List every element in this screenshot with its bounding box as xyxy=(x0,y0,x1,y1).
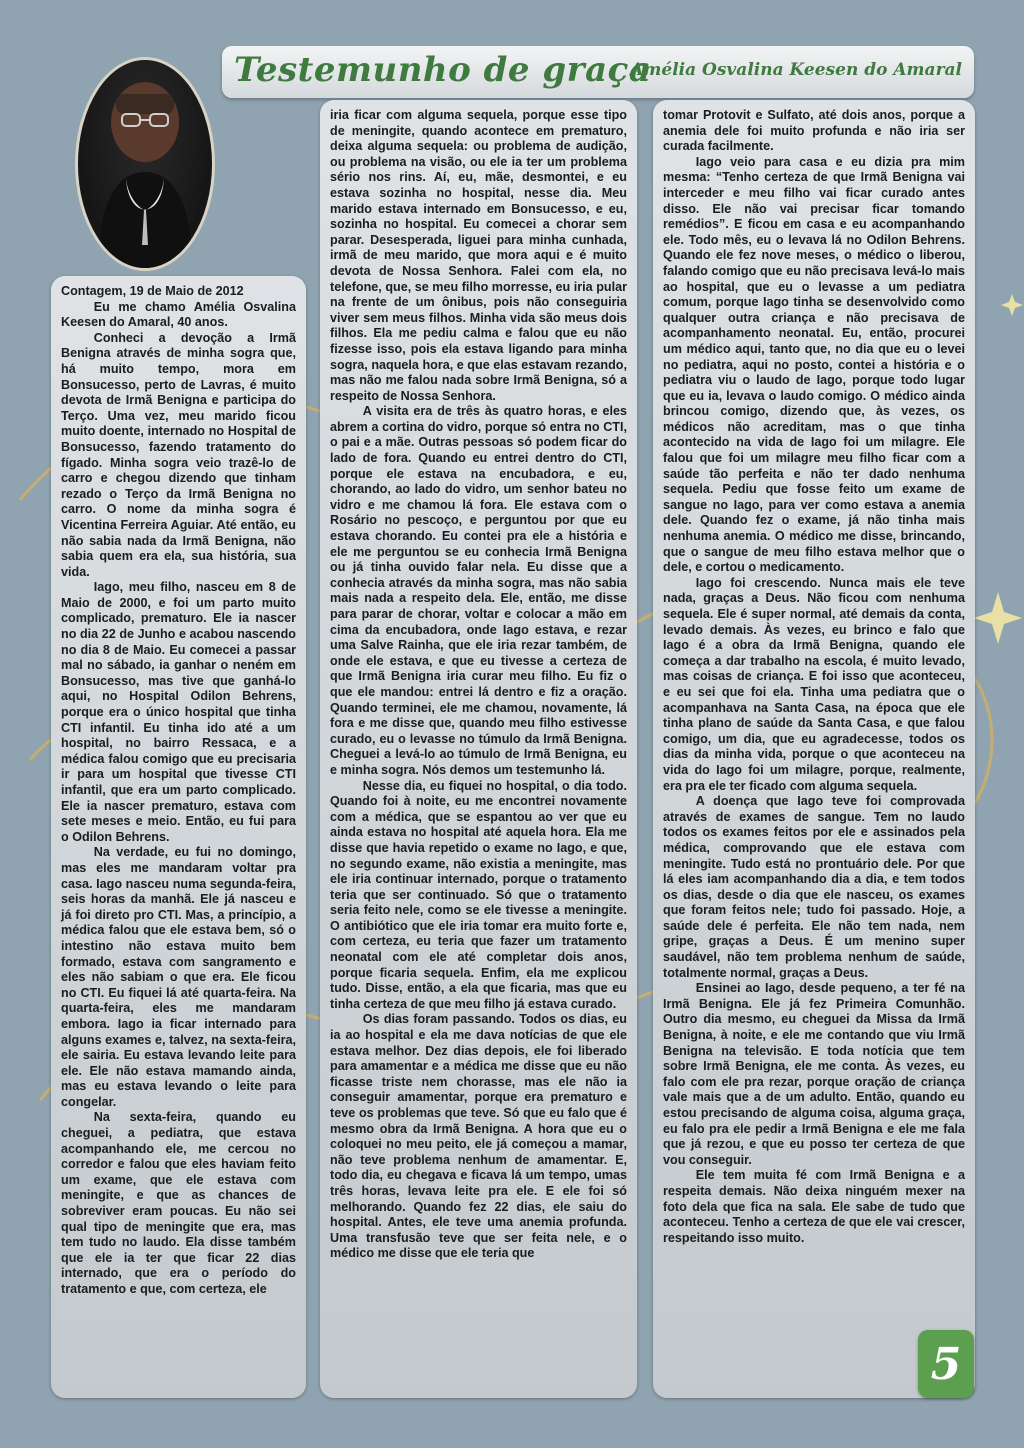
paragraph: A doença que Iago teve foi comprovada através de exames de sangue. Tem no laudo todos os exames feitos por ele e assinados pela médica, comprovando que ele estava com meningite. Tudo está no prontuário dele. Por que lá eles iam acompanhando dia a dia, e tem todos os dias, desde o dia que ele nasceu, os exames que foram feitos nele; tudo foi passado. Hoje, a saúde dele é perfeita. Ele não tem nada, nem gripe, graças a Deus. É um menino super saudável, não tem problema nenhum de saúde, totalmente normal, graças a Deus. xyxy=(663,794,965,980)
text-column-3 xyxy=(653,100,975,1398)
paragraph: Na verdade, eu fui no domingo, mas eles me mandaram voltar pra casa. Iago nasceu numa segunda-feira, seis horas da manhã. Ele já nasceu e já foi direto pro CTI. Mas, a princípio, a médica falou que ele estava bem, só o intestino não estava muito bem formado, estava com sangramento e eles não sabiam o que era. Ele ficou no CTI. Eu fiquei lá até quarta-feira. Na quarta-feira, eles me mandaram embora. Iago ia ficar internado para alguns exames e, talvez, na sexta-feira, ele sairia. Eu estava levando leite para ele. Ele não estava mamando ainda, mas eu estava levando o leite para congelar. xyxy=(61,845,296,1109)
paragraph: iria ficar com alguma sequela, porque esse tipo de meningite, quando acontece em prematuro, deixa alguma sequela: ou problema de audição, ou problema na visão, ou ele ia ter um problema sério nos rins. Aí, eu, mãe, desmontei, e eu estava sozinha no hospital, nesse dia. Meu marido estava internado em Bonsucesso, e eu, sozinha no hospital. Eu comecei a chorar sem parar. Desesperada, liguei para minha cunhada, irmã de meu marido, que mora aqui e é muito devota de Nossa Senhora. Falei com ela, no telefone, que, se meu filho morresse, eu iria pular na frente de um ônibus, pois não conseguiria viver sem meus filhos. Minha vida são meus dois filhos. Ela me pediu calma e falou que eu não fizesse isso, pois ela estava ligando para minha sogra, naquela hora, e que elas estavam rezando, mas não me falou nada sobre Irmã Benigna, só a respeito de Nossa Senhora. xyxy=(330,108,627,403)
text-column-1 xyxy=(51,276,306,1398)
star-icon-small xyxy=(1001,294,1023,316)
article-title: Testemunho de graça xyxy=(234,50,652,90)
paragraph: tomar Protovit e Sulfato, até dois anos, porque a anemia dele foi muito profunda e não iria ser curada facilmente. xyxy=(663,108,965,154)
paragraph: Iago veio para casa e eu dizia pra mim mesma: “Tenho certeza de que Irmã Benigna vai interceder e meu filho vai ficar curado antes disso. Ele não vai precisar ficar tomando remédios”. E ficou em casa e eu acompanhando ele. Todo mês, eu o levava lá no Odilon Behrens. Quando ele fez nove meses, o médico o liberou, falando comigo que eu não precisava levá-lo mais ao hospital, que eu o levasse a um pediatra comum, porque Iago tinha se desenvolvido como qualquer outra criança e não precisava de acompanhamento neonatal. Eu, então, procurei um médico aqui, tanto que, no dia que eu o levei no pediatra, aqui no posto, contei a história e o pediatra viu o laudo de Iago, porque todo lugar que eu ia, levava o laudo comigo. O médico ainda brincou comigo, dizendo que, às vezes, os médicos não acreditam, mas o que tinha acontecido na vida de Iago foi um milagre. Ele falou que foi um milagre meu filho ficar com a saúde tão perfeita e não ter dado nenhuma sequela. Pediu que fosse feito um exame de sangue no Iago, para ver como estava a anemia dele. Quando fez o exame, já não tinha mais nenhuma anemia. O médico me disse, brincando, que o sangue de meu filho estava melhor que o dele, e cortou o medicamento. xyxy=(663,154,965,575)
paragraph: Conheci a devoção a Irmã Benigna através de minha sogra que, há muito tempo, mora em Bonsucesso, perto de Lavras, é muito devota de Irmã Benigna e participa do Terço. Uma vez, meu marido ficou muito doente, internado no Hospital de Bonsucesso, fazendo tratamento do fígado. Minha sogra veio trazê-lo de carro e chegou dizendo que tinham rezado o Terço da Irmã Benigna no carro. O nome da minha sogra é Vicentina Ferreira Aguiar. Até então, eu não sabia nada da Irmã Benigna, não sabia quem era ela, sua história, sua vida. xyxy=(61,330,296,579)
star-icon xyxy=(974,592,1022,644)
paragraph: Os dias foram passando. Todos os dias, eu ia ao hospital e ela me dava notícias de que ele estava melhor. Dez dias depois, ele foi liberado para amamentar e a médica me disse que eu não ficasse triste nem chorasse, mas ele não ia conseguir amamentar, porque era prematuro e teve os problemas que teve. Só que eu falo que é mesmo obra da Irmã Benigna. A hora que eu o coloquei no meu peito, ele já começou a mamar, não teve problema nenhum de amamentar. E, todo dia, eu chegava e ficava lá um tempo, umas três horas, levava leite pra ele. E ele foi só melhorando. Quando fez 22 dias, ele saiu do hospital. Antes, ele teve uma anemia profunda. Uma transfusão teve que ser feita nele, e o médico me disse que ele teria que xyxy=(330,1012,627,1261)
paragraph: Iago, meu filho, nasceu em 8 de Maio de 2000, e foi um parto muito complicado, prematuro. Ele ia nascer no dia 22 de Junho e acabou nascendo no dia 8 de Maio. Eu comecei a passar mal no sábado, ia ganhar o neném em Bonsucesso, mas tive que ganhá-lo aqui, no Hospital Odilon Behrens, porque era o único hospital que tinha CTI infantil. Eu tinha ido até a um hospital, no bairro Ressaca, e a médica falou comigo que eu precisaria ir para um hospital que tivesse CTI infantil, que era um parto complicado. Ele ia nascer prematuro, estava com sete meses e meio. Então, eu fui para o Odilon Behrens. xyxy=(61,580,296,844)
text-column-2 xyxy=(320,100,637,1398)
header-bar xyxy=(222,46,974,98)
paragraph: Eu me chamo Amélia Osvalina Keesen do Amaral, 40 anos. xyxy=(61,299,296,330)
paragraph: Nesse dia, eu fiquei no hospital, o dia todo. Quando foi à noite, eu me encontrei novamente com a médica, que se espantou ao ver que eu ainda estava no hospital até aquela hora. Ela me disse que havia repetido o exame no Iago, e que, no segundo exame, não existia a meningite, mas ele iria continuar internado, porque o tratamento teria que ser continuado. Só que o tratamento seria feito nele, como se ele tivesse a meningite. O antibiótico que ele iria tomar era muito forte e, com certeza, eu teria que fazer um tratamento neonatal com ele até completar dois anos, porque ficaria sequela. Enfim, ela me explicou tudo. Disse, então, a ela que ficaria, mas que eu tinha certeza de que meu filho já estava curado. xyxy=(330,778,627,1011)
portrait-photo xyxy=(78,60,212,268)
paragraph: A visita era de três às quatro horas, e eles abrem a cortina do vidro, porque só entra no CTI, o pai e a mãe. Outras pessoas só podem ficar do lado de fora. Quando eu entrei dentro do CTI, porque ele estava na encubadora, e eu, chorando, ao lado do vidro, um senhor bateu no vidro e me chamou lá fora. Ele estava com o Rosário no pescoço, e perguntou por que eu estava chorando. Eu contei pra ele a história e ele me perguntou se eu conhecia Irmã Benigna ou já tinha ouvido falar nela. Eu disse que a conhecia através da minha sogra, mas não sabia mais nada a respeito dela. Ele, então, me disse para parar de chorar, voltar e colocar a mão em cima da encubadora, onde Iago estava, e rezar uma Salve Rainha, que ele iria rezar também, de onde ele estava, e que eu tivesse a certeza de que Irmã Benigna iria curar meu filho. Eu fiz o que ele mandou: entrei lá dentro e fiz a oração. Quando terminei, ele me chamou, novamente, lá fora e me disse que, quando meu filho estivesse curado, eu o levasse no túmulo da Irmã Benigna. Cheguei a levá-lo ao túmulo de Irmã Benigna, eu e minha sogra. Nós demos um testemunho lá. xyxy=(330,404,627,777)
portrait-photo-icon xyxy=(78,60,212,268)
article-author: Amélia Osvalina Keesen do Amaral xyxy=(630,60,962,80)
paragraph: Na sexta-feira, quando eu cheguei, a pediatra, que estava acompanhando ele, me cercou no corredor e falou que eles haviam feito um exame, que ele estava com meningite, e que as chances de sobreviver eram poucas. Eu não sei qual tipo de meningite que era, mas tem tudo no laudo. Ela disse também que ele ia ter que ficar 22 dias internado, que era o período do tratamento e que, com certeza, ele xyxy=(61,1110,296,1296)
paragraph: Ensinei ao Iago, desde pequeno, a ter fé na Irmã Benigna. Ele já fez Primeira Comunhão. Outro dia mesmo, eu cheguei da Missa da Irmã Benigna, à noite, e ele me contando que viu Irmã Benigna na televisão. E toda notícia que tem sobre Irmã Benigna, ele me conta. Às vezes, eu falo com ele pra rezar, porque oração de criança vale mais que a de um adulto. Então, quando eu estou precisando de alguma coisa, alguma graça, eu falo pra ele pedir a Irmã Benigna e ele me fala que já rezou, e que eu posso ter certeza de que vou conseguir. xyxy=(663,981,965,1167)
page-number-badge: 5 xyxy=(918,1330,974,1398)
paragraph: Iago foi crescendo. Nunca mais ele teve nada, graças a Deus. Não ficou com nenhuma sequela. Ele é super normal, até demais da conta, levado demais. Às vezes, eu brinco e falo que Iago é a obra da Irmã Benigna, quando ele começa a dar trabalho na escola, é muito levado, mas coisas de criança. E foi isso que aconteceu, e eu sei que foi ela. Tinha uma pediatra que o acompanhava na Santa Casa, na época que ele tinha plano de saúde da Santa Casa, e que falou comigo, um dia, que eu agradecesse, todos os dias da minha vida, porque o que aconteceu na vida do Iago foi um milagre, porque, realmente, era pra ele ter ficado com alguma sequela. xyxy=(663,575,965,793)
paragraph: Ele tem muita fé com Irmã Benigna e a respeita demais. Não deixa ninguém mexer na foto dela que fica na sala. Ele sabe de tudo que aconteceu. Tenho a certeza de que ele vai crescer, respeitando isso muito. xyxy=(663,1168,965,1245)
paragraph: Contagem, 19 de Maio de 2012 xyxy=(61,284,244,298)
